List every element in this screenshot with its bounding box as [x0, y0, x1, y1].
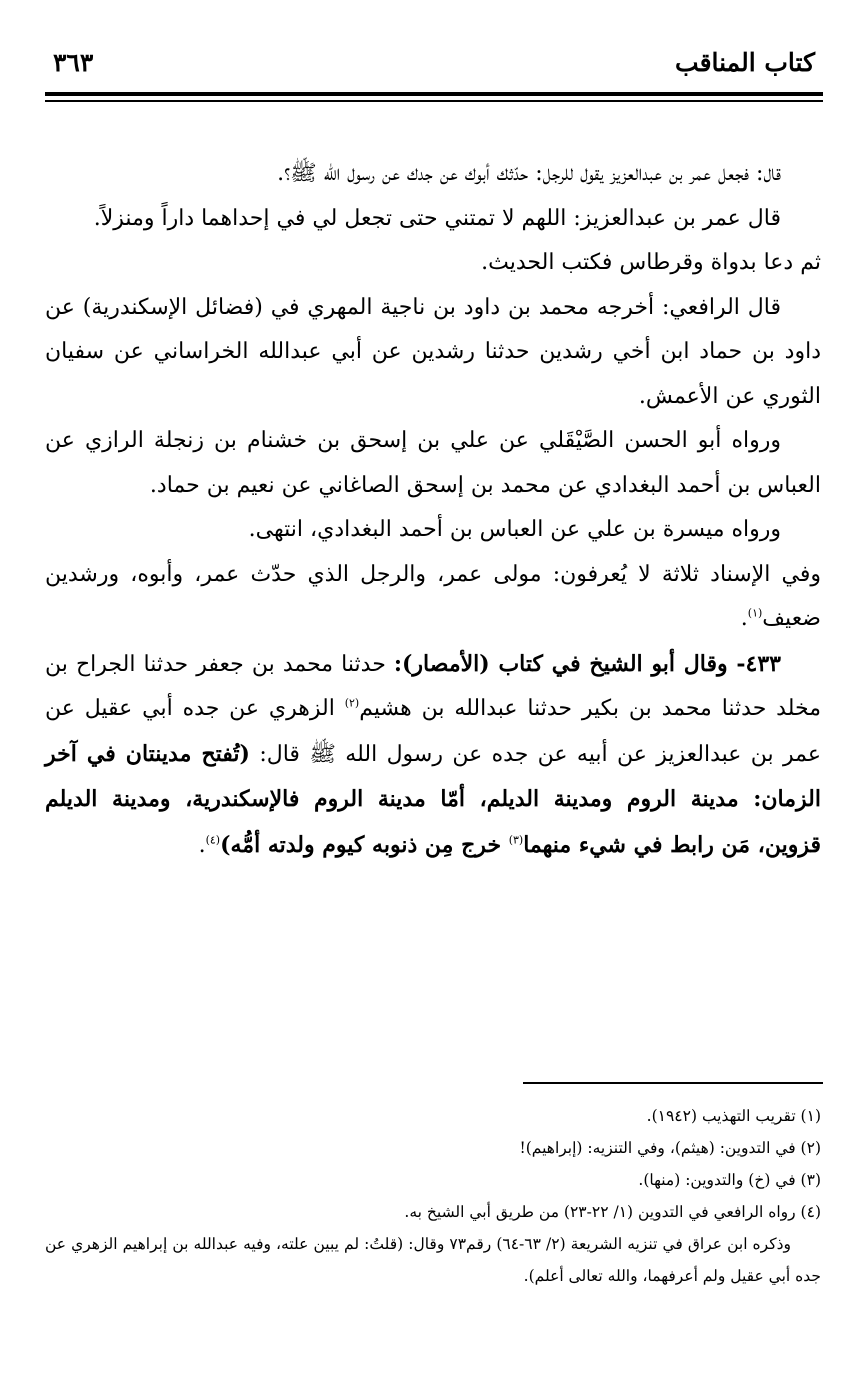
- paragraph-end: .: [198, 832, 206, 858]
- paragraph: قال الرافعي: أخرجه محمد بن داود بن ناجية المهري في (فضائل الإسكندرية) عن داود بن حماد ابن أخي رشدين حدثنا رشدين عن أبي عبدالله الخراساني عن سفيان الثوري عن الأعمش.: [45, 294, 821, 409]
- footnote-ref: (١): [747, 606, 763, 620]
- footnote-ref: (٤): [205, 833, 221, 847]
- paragraph-end: .: [740, 606, 748, 631]
- header-rule-thin: [45, 100, 823, 102]
- paragraph: ثم دعا بدواة وقرطاس فكتب الحديث.: [481, 250, 821, 275]
- isnad-text: حدثنا محمد بن جعفر حدثنا الجراح بن مخلد حدثنا محمد بن بكير حدثنا عبدالله بن هشيم: [45, 651, 821, 721]
- page-number: ٣٦٣: [53, 48, 94, 77]
- paragraph: ورواه أبو الحسن الصَّيْقَلي عن علي بن إسحق بن خشنام بن زنجلة الرازي عن العباس بن أحمد البغدادي عن محمد بن إسحق الصاغاني عن نعيم بن حماد.: [45, 428, 821, 498]
- footnote: (٤) رواه الرافعي في التدوين (١/ ٢٢-٢٣) من طريق أبي الشيخ به.: [404, 1203, 821, 1221]
- isnad-text: الزهري عن جده أبي عقيل عن عمر بن عبدالعزيز عن أبيه عن جده عن رسول الله ﷺ قال:: [45, 696, 822, 767]
- paragraph: قال عمر بن عبدالعزيز: اللهم لا تمتني حتى تجعل لي في إحداهما داراً ومنزلاً.: [93, 205, 781, 231]
- paragraph-text: وفي الإسناد ثلاثة لا يُعرفون: مولى عمر، والرجل الذي حدّث عمر، وأبوه، ورشدين ضعيف: [45, 561, 821, 631]
- main-text: [45, 152, 821, 868]
- footnote: وذكره ابن عراق في تنزيه الشريعة (٢/ ٦٣-٦٤) رقم٧٣ وقال: (قلتُ: لم يبين علته، وفيه عبدالله بن إبراهيم الزهري عن جده أبي عقيل ولم أعرفهما، والله تعالى أعلم).: [45, 1235, 821, 1285]
- footnote-ref: (٢): [344, 696, 360, 710]
- footnote-divider: [523, 1082, 823, 1084]
- hadith-matn: خرج مِن ذنوبه كيوم ولدته أمُّه): [220, 831, 509, 858]
- header-rule-thick: [45, 92, 823, 96]
- book-page: [45, 40, 823, 1360]
- chapter-title: كتاب المناقب: [675, 48, 815, 77]
- paragraph: قال: فجعل عمر بن عبدالعزيز يقول للرجل: حدّثك أبوك عن جدك عن رسول الله ﷺ؟.: [277, 161, 781, 186]
- paragraph: ورواه ميسرة بن علي عن العباس بن أحمد البغدادي، انتهى.: [248, 517, 781, 542]
- page-header: [45, 40, 823, 90]
- hadith-number-lead: ٤٣٣- وقال أبو الشيخ في كتاب (الأمصار):: [393, 650, 781, 677]
- footnote: (١) تقريب التهذيب (١٩٤٢).: [646, 1107, 821, 1125]
- hadith-matn: (تُفتح مدينتان في آخر الزمان: مدينة الروم ومدينة الديلم، أمّا مدينة الروم فالإسكندرية، ومدينة الديلم قزوين، مَن رابط في شيء منهما: [45, 740, 821, 858]
- footnote: (٣) في (خ) والتدوين: (منها).: [638, 1171, 821, 1189]
- footnotes: [45, 1100, 821, 1292]
- paragraph: [45, 553, 821, 642]
- footnote: (٢) في التدوين: (هيثم)، وفي التنزيه: (إبراهيم)!: [519, 1139, 821, 1157]
- footnote-ref: (٣): [508, 833, 524, 847]
- hadith-paragraph: [45, 642, 821, 869]
